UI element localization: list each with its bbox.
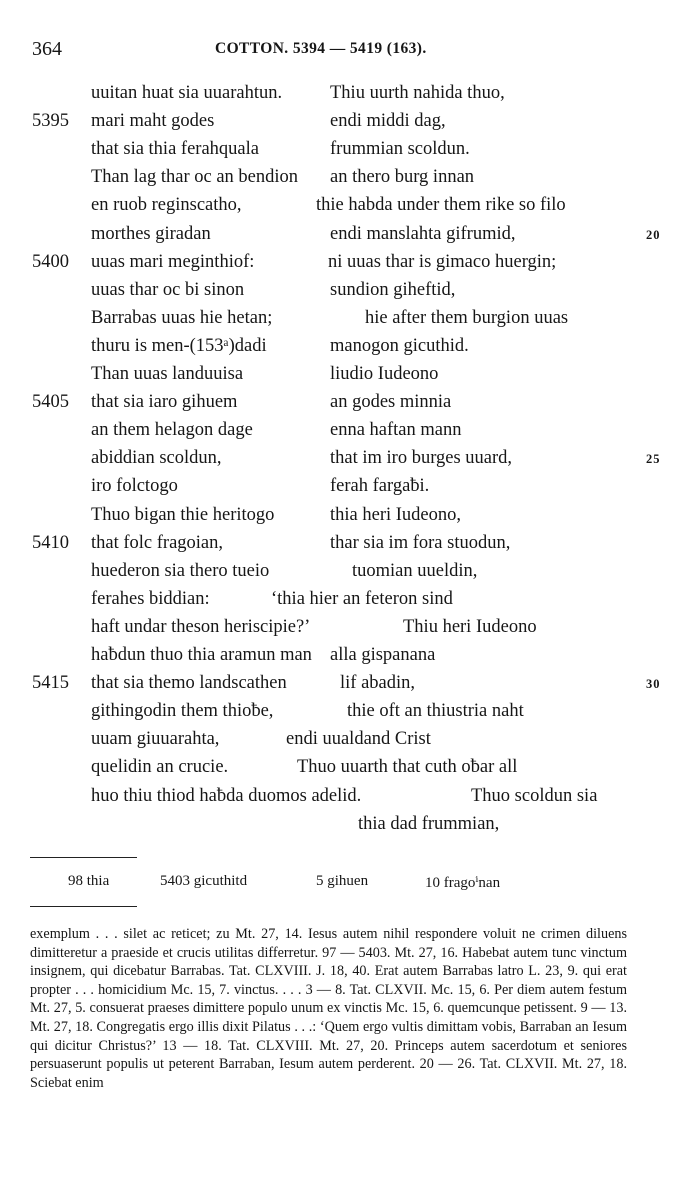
verse-line <box>0 645 687 672</box>
verse-line <box>0 673 687 700</box>
verse-b-half: frummian scoldun. <box>330 139 470 160</box>
latin-commentary: exemplum . . . silet ac reticet; zu Mt. 27, 14. Iesus autem nihil respondere voluit ne crimen diluens dimitteretur a praeside et crucis utilitas differretur. 97 — 5403. Mt. 27, 16. Habebat autem tunc vinctum insignem, qui dicebatur Barrabas. Tat. CLXVIII. J. 18, 40. Erat autem Barrabas latro L. 23, 9. qui erat propter . . . homicidium Mc. 15, 7. vinctus. . . . 3 — 8. Tat. CLXVII. Mc. 15, 6. Per diem autem festum Mt. 27, 5. consuerat praeses dimittere populo unum ex vinctis Mc. 15, 6. quemcunque petissent. 9 — 13. Mt. 27, 18. Congregatis ergo illis dixit Pilatus . . .: ‘Quem ergo vultis dimittam vobis, Barraban an Iesum qui dicitur Christus?’ 13 — 18. Tat. CLXVIII. Mt. 27, 20. Princeps autem sacerdotum et seniores persuaserunt populis ut peterent Barraban, Iesum autem perderent. 20 — 26. Tat. CLXVII. Mt. 27, 18. Sciebat enim <box>30 926 627 1091</box>
verse-line <box>0 139 687 166</box>
verse-b-half: enna haftan mann <box>330 420 462 441</box>
verse-line <box>0 786 687 813</box>
verse-b-half: endi middi dag, <box>330 111 446 132</box>
line-number: 5410 <box>32 532 69 553</box>
verse-line <box>0 420 687 447</box>
verse-a-half: quelidin an crucie. <box>91 757 229 778</box>
verse-a-half: Barrabas uuas hie hetan; <box>91 307 273 328</box>
verse-line <box>0 392 687 419</box>
verse-b-half: thia dad frummian, <box>358 813 500 834</box>
verse-b-half: ni uuas thar is gimaco huergin; <box>328 251 557 272</box>
verse-line <box>0 617 687 644</box>
line-number: 5395 <box>32 111 69 132</box>
margin-line-number: 30 <box>646 677 661 692</box>
verse-a-half: haft undar theson heriscipie?’ <box>91 616 311 637</box>
line-number: 5405 <box>32 392 69 413</box>
verse-a-half: uuam giuuarahta, <box>91 729 220 750</box>
verse-a-half: that sia iaro gihuem <box>91 392 238 413</box>
verse-a-half: Thuo bigan thie heritogo <box>91 504 275 525</box>
verse-line <box>0 364 687 391</box>
verse-line <box>0 701 687 728</box>
verse-line <box>0 336 687 363</box>
verse-b-half: an godes minnia <box>330 392 452 413</box>
verse-a-half: uuas mari meginthiof: <box>91 251 255 272</box>
apparatus-rule-bottom <box>30 906 137 907</box>
variant-note: 5403 gicuthitd <box>160 873 248 889</box>
verse-line <box>0 589 687 616</box>
verse-b-half: Thiu heri Iudeono <box>403 616 537 637</box>
verse-b-half: manogon gicuthid. <box>330 335 469 356</box>
verse-a-half: that sia thia ferahquala <box>91 139 259 160</box>
verse-b-half: liudio Iudeono <box>330 364 439 384</box>
verse-line <box>0 757 687 784</box>
verse-b-half: sundion giheftid, <box>330 279 456 300</box>
verse-line <box>0 533 687 560</box>
verse-a-half: haƀdun thuo thia aramun man <box>91 645 312 665</box>
verse-a-half: uuas thar oc bi sinon <box>91 279 245 300</box>
verse-a-half: Than uuas landuuisa <box>91 364 244 384</box>
variant-note: 10 fragoⁱnan <box>425 875 501 891</box>
margin-line-number: 25 <box>646 452 661 467</box>
verse-a-half: that sia themo landscathen <box>91 673 287 694</box>
verse-b-half: an thero burg innan <box>330 167 475 188</box>
verse-b-half: endi manslahta gifrumid, <box>330 223 516 244</box>
verse-a-half: mari maht godes <box>91 111 215 132</box>
verse-b-half: thar sia im fora stuodun, <box>330 532 511 553</box>
verse-b-half: thia heri Iudeono, <box>330 504 461 525</box>
verse-b-half: alla gispanana <box>330 645 436 665</box>
verse-b-half: ferah fargaƀi. <box>330 476 430 497</box>
verse-b-half: Thuo uuarth that cuth oƀar all <box>297 757 518 778</box>
verse-a-half: that folc fragoian, <box>91 532 224 553</box>
verse-a-half: iro folctogo <box>91 476 178 497</box>
verse-line <box>0 561 687 588</box>
verse-b-half: endi uualdand Crist <box>286 729 431 750</box>
page-number: 364 <box>32 38 62 60</box>
margin-line-number: 20 <box>646 227 661 242</box>
verse-b-half: Thuo scoldun sia <box>471 785 598 806</box>
verse-a-half: huo thiu thiod haƀda duomos adelid. <box>91 785 362 806</box>
running-title: COTTON. 5394 — 5419 (163). <box>215 40 427 57</box>
verse-line <box>0 111 687 138</box>
verse-a-half: abiddian scoldun, <box>91 448 222 469</box>
verse-line <box>0 195 687 222</box>
verse-a-half: uuitan huat sia uuarahtun. <box>91 83 283 103</box>
apparatus-rule-top <box>30 857 137 858</box>
verse-b-half: thie oft an thiustria naht <box>347 701 524 722</box>
verse-a-half: ferahes biddian: <box>91 588 210 609</box>
verse-b-half: thie habda under them rike so filo <box>316 195 566 216</box>
verse-a-half: an them helagon dage <box>91 420 253 441</box>
verse-a-half: en ruob reginscatho, <box>91 195 242 216</box>
verse-b-half: hie after them burgion uuas <box>365 307 569 328</box>
verse-line <box>0 729 687 756</box>
page-header <box>0 38 687 60</box>
verse-line <box>0 448 687 475</box>
verse-a-half: morthes giradan <box>91 223 211 244</box>
verse-a-half: thuru is men-(153ᵃ)dadi <box>91 335 267 356</box>
verse-a-half: githingodin them thioƀe, <box>91 701 274 722</box>
verse-line <box>0 167 687 194</box>
verse-line <box>0 224 687 251</box>
variant-note: 98 thia <box>68 873 110 889</box>
verse-b-half: tuomian uueldin, <box>352 560 478 581</box>
verse-line <box>0 814 687 841</box>
variant-note: 5 gihuen <box>316 873 369 889</box>
verse-line <box>0 83 687 110</box>
line-number: 5400 <box>32 251 69 272</box>
verse-line <box>0 476 687 503</box>
verse-line <box>0 505 687 532</box>
verse-a-half: huederon sia thero tueio <box>91 560 270 581</box>
verse-b-half: Thiu uurth nahida thuo, <box>330 83 505 103</box>
verse-b-half: ‘thia hier an feteron sind <box>271 588 453 609</box>
line-number: 5415 <box>32 673 69 694</box>
verse-b-half: that im iro burges uuard, <box>330 448 513 469</box>
verse-line <box>0 252 687 279</box>
verse-line <box>0 308 687 335</box>
verse-line <box>0 280 687 307</box>
verse-a-half: Than lag thar oc an bendion <box>91 167 299 188</box>
verse-b-half: lif abadin, <box>340 673 416 694</box>
